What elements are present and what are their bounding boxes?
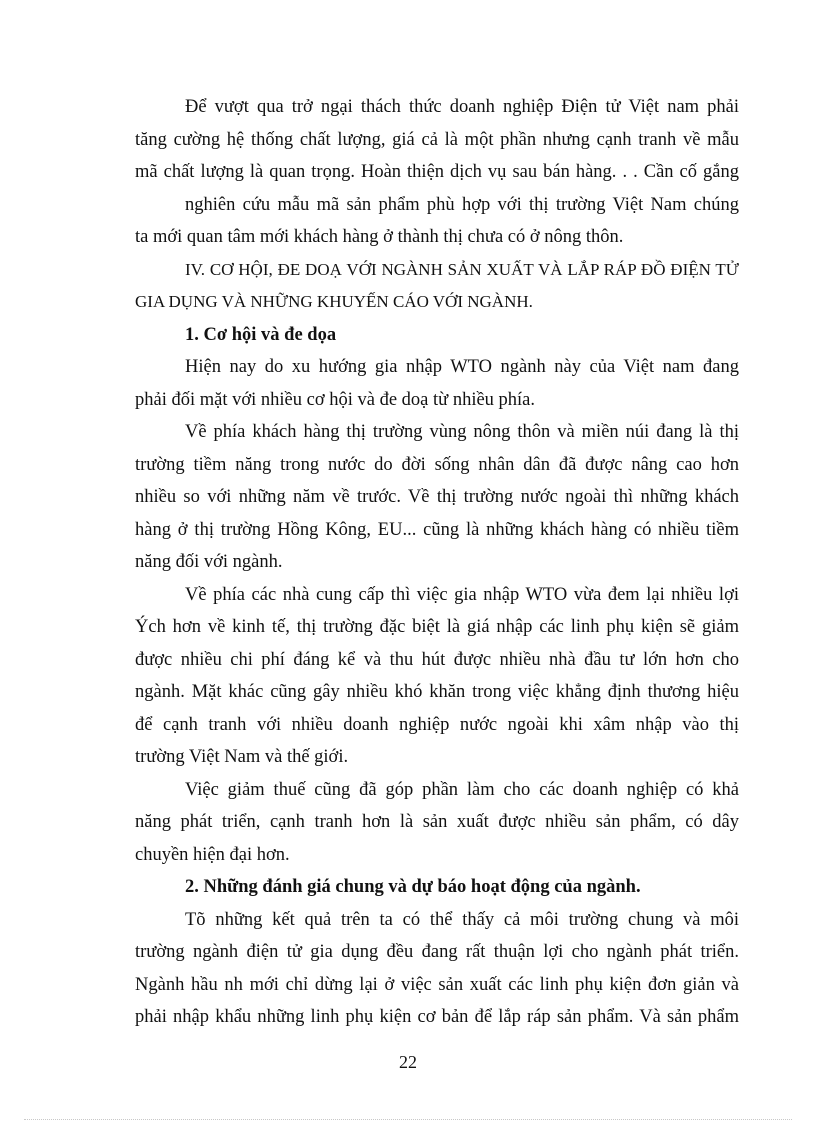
text-line: tăng cường hệ thống chất lượng, giá cả là một phần nhưng cạnh tranh về mẫu [135,129,739,150]
text-line: chuyền hiện đại hơn. [135,844,290,865]
text-line: được nhiều chi phí đáng kể và thu hút được nhiều nhà đầu tư lớn hơn cho [135,649,739,670]
text-line: năng phát triển, cạnh tranh hơn là sản xuất được nhiều sản phẩm, có dây [135,812,739,832]
text-line: Về phía khách hàng thị trường vùng nông thôn và miền núi đang là thị [185,422,739,442]
text-line: Hiện nay do xu hướng gia nhập WTO ngành này của Việt nam đang [185,357,739,377]
chapter-heading-line: GIA DỤNG VÀ NHỮNG KHUYẾN CÁO VỚI NGÀNH. [135,292,533,311]
section-heading-line: 2. Những đánh giá chung và dự báo hoạt động của ngành. [185,877,641,897]
text-line: Việc giảm thuế cũng đã góp phần làm cho các doanh nghiệp có khả [185,779,739,800]
text-line: nghiên cứu mẫu mã sản phẩm phù hợp với thị trường Việt Nam chúng [185,194,739,215]
text-line: phải đối mặt với nhiều cơ hội và đe doạ từ nhiều phía. [135,389,536,410]
section-heading-line: 1. Cơ hội và đe dọa [185,324,337,345]
text-line: Ngành hầu nh mới chỉ dừng lại ở việc sản xuất các linh phụ kiện đơn giản và [135,974,739,995]
text-line: ngành. Mặt khác cũng gây nhiều khó khăn trong việc khẳng định thương hiệu [135,682,739,702]
page-number: 22 [399,1052,417,1072]
text-line: trường tiềm năng trong nước do đời sống nhân dân đã được nâng cao hơn [135,454,739,475]
chapter-heading-line: IV. CƠ HỘI, ĐE DOẠ VỚI NGÀNH SẢN XUẤT VÀ LẮP RÁP ĐỒ ĐIỆN TỬ [185,259,739,279]
text-line: trường Việt Nam và thế giới. [135,747,349,767]
text-line: trường ngành điện tử gia dụng đều đang rất thuận lợi cho ngành phát triển. [135,942,739,962]
text-line: mã chất lượng là quan trọng. Hoàn thiện dịch vụ sau bán hàng. . . Cần cố gắng [135,162,739,182]
document-body [135,91,739,1034]
text-line: Tõ những kết quả trên ta có thể thấy cả môi trường chung và môi [185,909,739,930]
text-line: năng đối với ngành. [135,552,283,572]
footer-divider [24,1119,792,1120]
text-line: phải nhập khẩu những linh phụ kiện cơ bản để lắp ráp sản phẩm. Và sản phẩm [135,1007,739,1027]
text-line: Để vượt qua trở ngại thách thức doanh nghiệp Điện tử Việt nam phải [185,97,739,117]
text-line: Về phía các nhà cung cấp thì việc gia nhập WTO vừa đem lại nhiều lợi [185,584,739,605]
text-line: hàng ở thị trường Hồng Kông, EU... cũng là những khách hàng có nhiều tiềm [135,519,739,540]
text-line: ta mới quan tâm mới khách hàng ở thành thị chưa có ở nông thôn. [135,227,624,247]
text-line: để cạnh tranh với nhiều doanh nghiệp nước ngoài khi xâm nhập vào thị [135,714,739,735]
text-line: Ých hơn về kinh tế, thị trường đặc biệt là giá nhập các linh phụ kiện sẽ giảm [135,617,739,637]
text-line: nhiều so với những năm về trước. Về thị trường nước ngoài thì những khách [135,487,739,507]
